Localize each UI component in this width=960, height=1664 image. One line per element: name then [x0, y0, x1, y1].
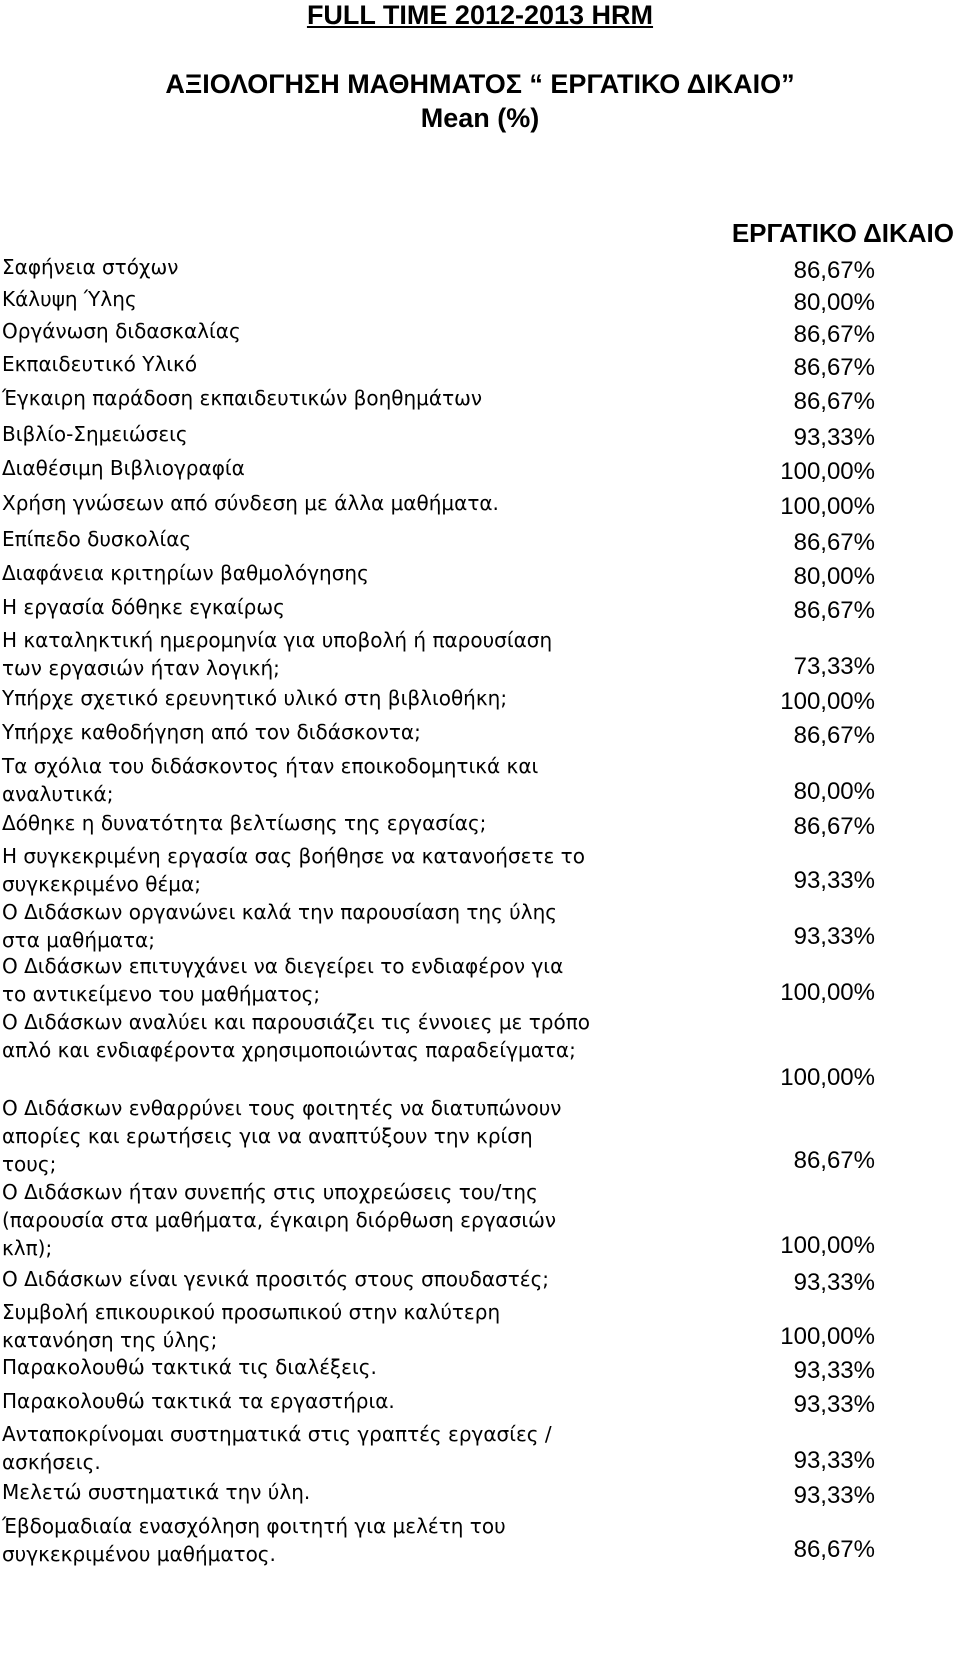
criterion-label: Παρακολουθώ τακτικά τα εργαστήρια. [2, 1389, 395, 1413]
criterion-label: Συμβολή επικουρικού προσωπικού στην καλύτερη κατανόηση της ύλης; [2, 1300, 501, 1352]
criterion-label: Ο Διδάσκων ενθαρρύνει τους φοιτητές να διατυπώνουν απορίες και ερωτήσεις για να αναπτύξουν την κρίση τους; [2, 1096, 562, 1176]
criterion-label: Σαφήνεια στόχων [2, 255, 179, 279]
criterion-label: Ο Διδάσκων είναι γενικά προσιτός στους σπουδαστές; [2, 1267, 550, 1291]
criterion-score: 93,33% [793, 1482, 875, 1509]
criterion-label: Τα σχόλια του διδάσκοντος ήταν εποικοδομητικά και αναλυτικά; [2, 754, 539, 806]
criterion-score: 93,33% [793, 1357, 875, 1384]
criterion-label: Κάλυψη Ύλης [2, 287, 137, 311]
criterion-label: Ανταποκρίνομαι συστηματικά στις γραπτές εργασίες / ασκήσεις. [2, 1422, 552, 1474]
criterion-score: 100,00% [780, 1323, 875, 1350]
criterion-label: Ο Διδάσκων αναλύει και παρουσιάζει τις έννοιες με τρόπο απλό και ενδιαφέροντα χρησιμοποιώντας παραδείγματα; [2, 1010, 590, 1062]
criterion-score: 100,00% [780, 1064, 875, 1091]
criterion-label: Δόθηκε η δυνατότητα βελτίωσης της εργασίας; [2, 811, 487, 835]
criterion-score: 80,00% [793, 289, 875, 316]
criterion-score: 93,33% [793, 867, 875, 894]
criterion-label: Υπήρχε καθοδήγηση από τον διδάσκοντα; [2, 720, 421, 744]
criterion-score: 100,00% [780, 979, 875, 1006]
criterion-score: 80,00% [793, 778, 875, 805]
criterion-score: 93,33% [793, 1391, 875, 1418]
criterion-score: 86,67% [793, 354, 875, 381]
criterion-label: Βιβλίο-Σημειώσεις [2, 422, 188, 446]
criterion-label: Έβδομαδιαία ενασχόληση φοιτητή για μελέτη του συγκεκριμένου μαθήματος. [2, 1514, 506, 1566]
criterion-label: Ο Διδάσκων ήταν συνεπής στις υποχρεώσεις του/της (παρουσία στα μαθήματα, έγκαιρη διόρθωση εργασιών κλπ); [2, 1180, 557, 1260]
criterion-score: 86,67% [793, 597, 875, 624]
page-title: FULL TIME 2012-2013 HRM [306, 0, 654, 30]
criterion-score: 100,00% [780, 458, 875, 485]
criterion-label: Διαθέσιμη Βιβλιογραφία [2, 456, 245, 480]
criterion-label: Η καταληκτική ημερομηνία για υποβολή ή παρουσίαση των εργασιών ήταν λογική; [2, 628, 553, 680]
criterion-score: 93,33% [793, 1269, 875, 1296]
criterion-score: 86,67% [793, 321, 875, 348]
criterion-score: 80,00% [793, 563, 875, 590]
criterion-score: 86,67% [793, 257, 875, 284]
criterion-label: Ο Διδάσκων οργανώνει καλά την παρουσίαση της ύλης στα μαθήματα; [2, 900, 557, 952]
metric-heading: Mean (%) [420, 103, 540, 133]
criterion-score: 86,67% [793, 388, 875, 415]
criterion-label: Υπήρχε σχετικό ερευνητικό υλικό στη βιβλιοθήκη; [2, 686, 508, 710]
column-header: ΕΡΓΑΤΙΚΟ ΔΙΚΑΙΟ [731, 218, 954, 248]
criterion-score: 86,67% [793, 813, 875, 840]
criterion-score: 93,33% [793, 1447, 875, 1474]
criterion-label: Οργάνωση διδασκαλίας [2, 319, 241, 343]
criterion-score: 86,67% [793, 1147, 875, 1174]
criterion-score: 100,00% [780, 493, 875, 520]
criterion-label: Έγκαιρη παράδοση εκπαιδευτικών βοηθημάτων [2, 386, 483, 410]
criterion-score: 73,33% [793, 653, 875, 680]
course-evaluation-heading: ΑΞΙΟΛΟΓΗΣΗ ΜΑΘΗΜΑΤΟΣ “ ΕΡΓΑΤΙΚΟ ΔΙΚΑΙΟ” [165, 69, 795, 99]
criterion-label: Εκπαιδευτικό Υλικό [2, 352, 198, 376]
criterion-label: Διαφάνεια κριτηρίων βαθμολόγησης [2, 561, 369, 585]
criterion-score: 86,67% [793, 1536, 875, 1563]
criterion-label: Χρήση γνώσεων από σύνδεση με άλλα μαθήματα. [2, 491, 499, 515]
criterion-score: 100,00% [780, 688, 875, 715]
criterion-score: 100,00% [780, 1232, 875, 1259]
criterion-score: 86,67% [793, 722, 875, 749]
criterion-label: Μελετώ συστηματικά την ύλη. [2, 1480, 311, 1504]
criterion-label: Η συγκεκριμένη εργασία σας βοήθησε να κατανοήσετε το συγκεκριμένο θέμα; [2, 844, 585, 896]
criterion-label: Ο Διδάσκων επιτυγχάνει να διεγείρει το ενδιαφέρον για το αντικείμενο του μαθήματος; [2, 954, 564, 1006]
criterion-label: Παρακολουθώ τακτικά τις διαλέξεις. [2, 1355, 377, 1379]
criterion-score: 86,67% [793, 529, 875, 556]
criterion-label: Η εργασία δόθηκε εγκαίρως [2, 595, 285, 619]
criterion-label: Επίπεδο δυσκολίας [2, 527, 192, 551]
criterion-score: 93,33% [793, 923, 875, 950]
criterion-score: 93,33% [793, 424, 875, 451]
